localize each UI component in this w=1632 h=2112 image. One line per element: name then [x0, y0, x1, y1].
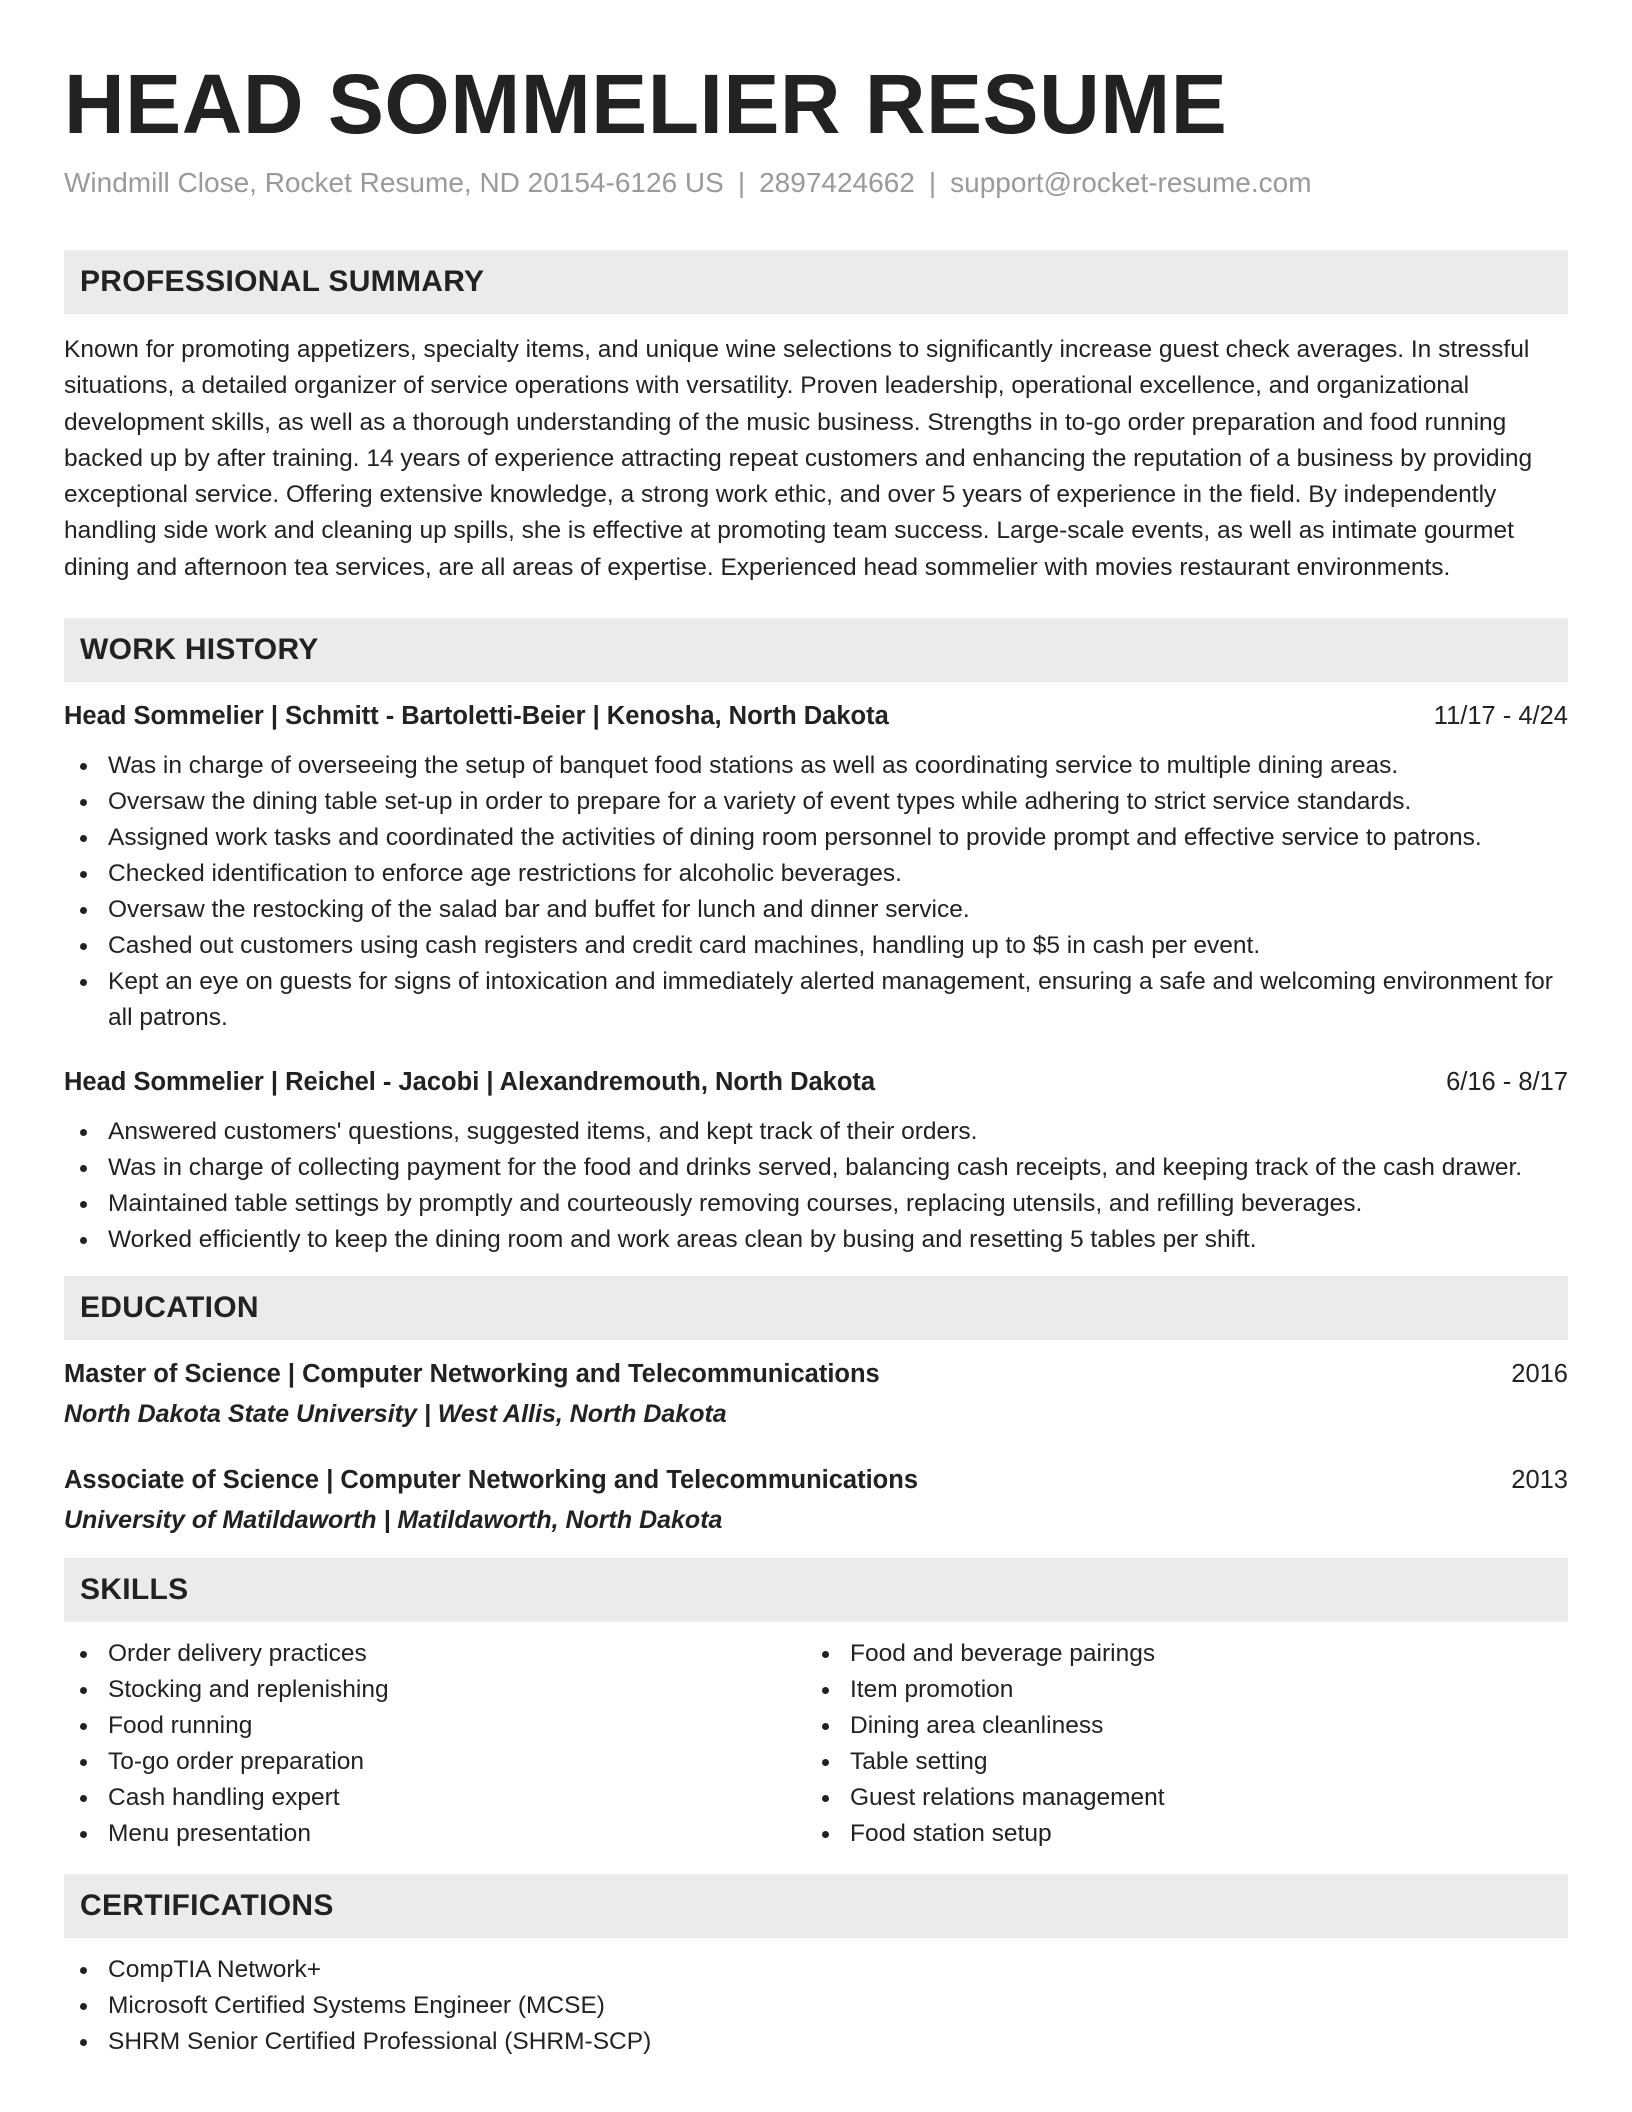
- education-year: 2016: [1511, 1360, 1568, 1389]
- skills-grid: [64, 1636, 1568, 1852]
- education-degree: Master of Science | Computer Networking and Telecommunications: [64, 1360, 880, 1389]
- skill-item: Stocking and replenishing: [64, 1672, 806, 1708]
- contact-address: Windmill Close, Rocket Resume, ND 20154-6126 US: [64, 167, 724, 198]
- skills-list: [806, 1636, 1548, 1852]
- job-bullet: Answered customers' questions, suggested items, and kept track of their orders.: [64, 1114, 1568, 1150]
- skill-item: Item promotion: [806, 1672, 1548, 1708]
- education-heading: [64, 1356, 1568, 1392]
- skill-item: Food and beverage pairings: [806, 1636, 1548, 1672]
- job-heading: [64, 698, 1568, 734]
- education-year: 2013: [1511, 1466, 1568, 1495]
- job-bullet: Was in charge of collecting payment for the food and drinks served, balancing cash receipts, and keeping track of the cash drawer.: [64, 1150, 1568, 1186]
- skill-item: Guest relations management: [806, 1780, 1548, 1816]
- education-heading: [64, 1462, 1568, 1498]
- certifications-list: [64, 1952, 1568, 2060]
- section-header-certifications: CERTIFICATIONS: [64, 1874, 1568, 1938]
- section-header-summary: PROFESSIONAL SUMMARY: [64, 250, 1568, 314]
- education-school: University of Matildaworth | Matildaworth, North Dakota: [64, 1506, 723, 1535]
- skill-item: Menu presentation: [64, 1816, 806, 1852]
- section-header-education: EDUCATION: [64, 1276, 1568, 1340]
- skill-item: Dining area cleanliness: [806, 1708, 1548, 1744]
- resume-title: HEAD SOMMELIER RESUME: [64, 57, 1228, 151]
- skill-item: Table setting: [806, 1744, 1548, 1780]
- contact-line: [64, 166, 1568, 200]
- job-entry: [64, 1064, 1568, 1258]
- resume-page: [64, 0, 1568, 2060]
- certification-item: SHRM Senior Certified Professional (SHRM-SCP): [64, 2024, 1568, 2060]
- job-bullet: Was in charge of overseeing the setup of banquet food stations as well as coordinating service to multiple dining areas.: [64, 748, 1568, 784]
- education-school: North Dakota State University | West Allis, North Dakota: [64, 1400, 727, 1429]
- skill-item: Food station setup: [806, 1816, 1548, 1852]
- job-bullet: Oversaw the dining table set-up in order to prepare for a variety of event types while adhering to strict service standards.: [64, 784, 1568, 820]
- contact-separator: |: [928, 167, 937, 198]
- skill-item: Cash handling expert: [64, 1780, 806, 1816]
- job-title: Head Sommelier | Reichel - Jacobi | Alexandremouth, North Dakota: [64, 1068, 876, 1097]
- job-bullet: Cashed out customers using cash registers and credit card machines, handling up to $5 in cash per event.: [64, 928, 1568, 964]
- certification-item: Microsoft Certified Systems Engineer (MCSE): [64, 1988, 1568, 2024]
- skill-item: Food running: [64, 1708, 806, 1744]
- job-bullet: Maintained table settings by promptly and courteously removing courses, replacing utensils, and refilling beverages.: [64, 1186, 1568, 1222]
- skills-column-right: [806, 1636, 1548, 1852]
- education-entry: [64, 1462, 1568, 1538]
- job-entry: [64, 698, 1568, 1036]
- job-bullet: Checked identification to enforce age restrictions for alcoholic beverages.: [64, 856, 1568, 892]
- job-dates: 11/17 - 4/24: [1433, 702, 1568, 731]
- job-bullet: Assigned work tasks and coordinated the activities of dining room personnel to provide prompt and effective service to patrons.: [64, 820, 1568, 856]
- skill-item: Order delivery practices: [64, 1636, 806, 1672]
- job-bullet: Kept an eye on guests for signs of intoxication and immediately alerted management, ensuring a safe and welcoming environment for all patrons.: [64, 964, 1568, 1036]
- job-bullet: Worked efficiently to keep the dining room and work areas clean by busing and resetting 5 tables per shift.: [64, 1222, 1568, 1258]
- skill-item: To-go order preparation: [64, 1744, 806, 1780]
- job-bullets: [64, 748, 1568, 1036]
- section-header-skills: SKILLS: [64, 1558, 1568, 1622]
- section-header-work-history: WORK HISTORY: [64, 618, 1568, 682]
- skills-column-left: [64, 1636, 806, 1852]
- certification-item: CompTIA Network+: [64, 1952, 1568, 1988]
- contact-phone: 2897424662: [759, 167, 915, 198]
- education-degree: Associate of Science | Computer Networking and Telecommunications: [64, 1466, 919, 1495]
- skills-list: [64, 1636, 806, 1852]
- contact-email: support@rocket-resume.com: [950, 167, 1312, 198]
- summary-text: Known for promoting appetizers, specialty items, and unique wine selections to significantly increase guest check averages. In stressful situations, a detailed organizer of service operations with versatility. Proven leadership, operational excellence, and organizational development skills, as well as a thorough understanding of the music business. Strengths in to-go order preparation and food running backed up by after training. 14 years of experience attracting repeat customers and enhancing the reputation of a business by providing exceptional service. Offering extensive knowledge, a strong work ethic, and over 5 years of experience in the field. By independently handling side work and cleaning up spills, she is effective at promoting team success. Large-scale events, as well as intimate gourmet dining and afternoon tea services, are all areas of expertise. Experienced head sommelier with movies restaurant environments.: [64, 336, 1533, 581]
- education-entry: [64, 1356, 1568, 1432]
- job-heading: [64, 1064, 1568, 1100]
- job-bullet: Oversaw the restocking of the salad bar and buffet for lunch and dinner service.: [64, 892, 1568, 928]
- contact-separator: |: [737, 167, 746, 198]
- job-bullets: [64, 1114, 1568, 1258]
- job-title: Head Sommelier | Schmitt - Bartoletti-Beier | Kenosha, North Dakota: [64, 702, 889, 731]
- job-dates: 6/16 - 8/17: [1446, 1068, 1568, 1097]
